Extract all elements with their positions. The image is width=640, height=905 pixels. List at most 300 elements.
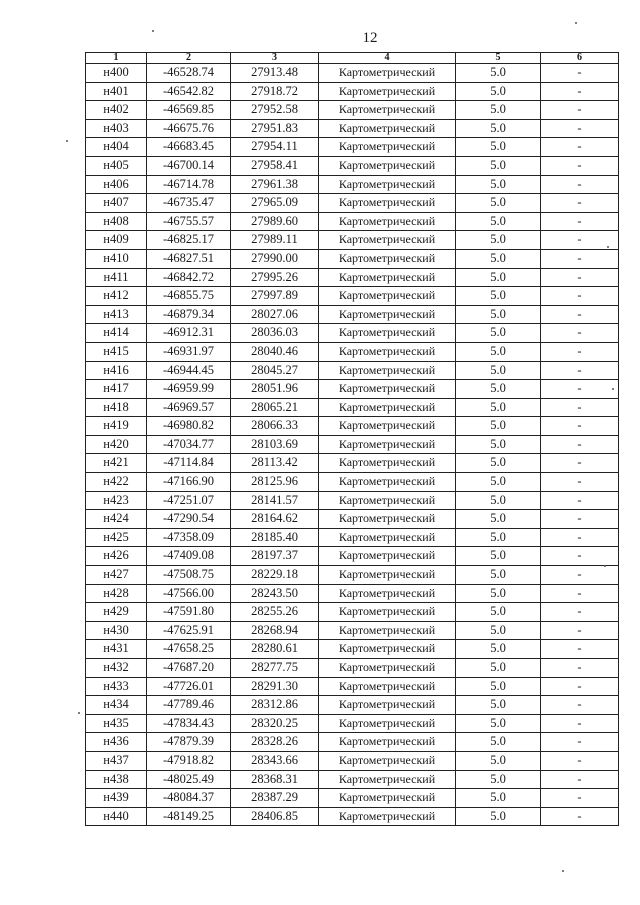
y-coordinate-cell: 28141.57 — [231, 491, 319, 510]
method-cell: Картометрический — [319, 268, 456, 287]
x-coordinate-cell: -46825.17 — [147, 231, 231, 250]
table-row — [86, 603, 619, 622]
table-row — [86, 212, 619, 231]
accuracy-cell: 5.0 — [456, 733, 541, 752]
description-cell: - — [541, 305, 619, 324]
method-cell: Картометрический — [319, 305, 456, 324]
table-row — [86, 64, 619, 83]
point-id-cell: н429 — [86, 603, 147, 622]
description-cell: - — [541, 733, 619, 752]
description-cell: - — [541, 770, 619, 789]
description-cell: - — [541, 510, 619, 529]
y-coordinate-cell: 28113.42 — [231, 454, 319, 473]
description-cell: - — [541, 696, 619, 715]
y-coordinate-cell: 27958.41 — [231, 156, 319, 175]
table-row — [86, 249, 619, 268]
point-id-cell: н415 — [86, 342, 147, 361]
description-cell: - — [541, 119, 619, 138]
scan-speck — [607, 246, 609, 248]
x-coordinate-cell: -46700.14 — [147, 156, 231, 175]
description-cell: - — [541, 398, 619, 417]
accuracy-cell: 5.0 — [456, 528, 541, 547]
point-id-cell: н405 — [86, 156, 147, 175]
method-cell: Картометрический — [319, 175, 456, 194]
method-cell: Картометрический — [319, 398, 456, 417]
y-coordinate-cell: 28243.50 — [231, 584, 319, 603]
accuracy-cell: 5.0 — [456, 770, 541, 789]
point-id-cell: н417 — [86, 380, 147, 399]
accuracy-cell: 5.0 — [456, 175, 541, 194]
x-coordinate-cell: -47918.82 — [147, 751, 231, 770]
y-coordinate-cell: 27989.60 — [231, 212, 319, 231]
x-coordinate-cell: -46959.99 — [147, 380, 231, 399]
x-coordinate-cell: -46912.31 — [147, 324, 231, 343]
point-id-cell: н438 — [86, 770, 147, 789]
method-cell: Картометрический — [319, 473, 456, 492]
column-header-1: 1 — [86, 53, 147, 64]
x-coordinate-cell: -47166.90 — [147, 473, 231, 492]
accuracy-cell: 5.0 — [456, 231, 541, 250]
x-coordinate-cell: -46842.72 — [147, 268, 231, 287]
accuracy-cell: 5.0 — [456, 603, 541, 622]
method-cell: Картометрический — [319, 566, 456, 585]
description-cell: - — [541, 156, 619, 175]
description-cell: - — [541, 584, 619, 603]
page-number: 12 — [362, 30, 378, 46]
y-coordinate-cell: 27918.72 — [231, 82, 319, 101]
table-row — [86, 287, 619, 306]
table-row — [86, 473, 619, 492]
y-coordinate-cell: 28343.66 — [231, 751, 319, 770]
y-coordinate-cell: 28312.86 — [231, 696, 319, 715]
x-coordinate-cell: -48084.37 — [147, 789, 231, 808]
description-cell: - — [541, 547, 619, 566]
method-cell: Картометрический — [319, 454, 456, 473]
point-id-cell: н411 — [86, 268, 147, 287]
method-cell: Картометрический — [319, 677, 456, 696]
method-cell: Картометрический — [319, 751, 456, 770]
accuracy-cell: 5.0 — [456, 361, 541, 380]
point-id-cell: н412 — [86, 287, 147, 306]
point-id-cell: н421 — [86, 454, 147, 473]
table-row — [86, 380, 619, 399]
x-coordinate-cell: -46542.82 — [147, 82, 231, 101]
accuracy-cell: 5.0 — [456, 473, 541, 492]
y-coordinate-cell: 28040.46 — [231, 342, 319, 361]
point-id-cell: н425 — [86, 528, 147, 547]
description-cell: - — [541, 64, 619, 83]
y-coordinate-cell: 28280.61 — [231, 640, 319, 659]
scan-speck — [604, 565, 606, 567]
description-cell: - — [541, 640, 619, 659]
method-cell: Картометрический — [319, 491, 456, 510]
method-cell: Картометрический — [319, 101, 456, 120]
x-coordinate-cell: -47251.07 — [147, 491, 231, 510]
table-row — [86, 342, 619, 361]
description-cell: - — [541, 435, 619, 454]
column-header-4: 4 — [319, 53, 456, 64]
accuracy-cell: 5.0 — [456, 287, 541, 306]
point-id-cell: н433 — [86, 677, 147, 696]
method-cell: Картометрический — [319, 324, 456, 343]
table-row — [86, 528, 619, 547]
y-coordinate-cell: 28164.62 — [231, 510, 319, 529]
point-id-cell: н409 — [86, 231, 147, 250]
method-cell: Картометрический — [319, 212, 456, 231]
description-cell: - — [541, 659, 619, 678]
x-coordinate-cell: -46827.51 — [147, 249, 231, 268]
y-coordinate-cell: 28103.69 — [231, 435, 319, 454]
point-id-cell: н413 — [86, 305, 147, 324]
table-row — [86, 305, 619, 324]
y-coordinate-cell: 27961.38 — [231, 175, 319, 194]
y-coordinate-cell: 28125.96 — [231, 473, 319, 492]
method-cell: Картометрический — [319, 714, 456, 733]
description-cell: - — [541, 194, 619, 213]
y-coordinate-cell: 28066.33 — [231, 417, 319, 436]
description-cell: - — [541, 491, 619, 510]
x-coordinate-cell: -47834.43 — [147, 714, 231, 733]
table-row — [86, 82, 619, 101]
table-row — [86, 435, 619, 454]
x-coordinate-cell: -46980.82 — [147, 417, 231, 436]
description-cell: - — [541, 287, 619, 306]
y-coordinate-cell: 27954.11 — [231, 138, 319, 157]
description-cell: - — [541, 249, 619, 268]
y-coordinate-cell: 28185.40 — [231, 528, 319, 547]
accuracy-cell: 5.0 — [456, 194, 541, 213]
table-row — [86, 677, 619, 696]
point-id-cell: н414 — [86, 324, 147, 343]
point-id-cell: н423 — [86, 491, 147, 510]
table-row — [86, 417, 619, 436]
method-cell: Картометрический — [319, 156, 456, 175]
method-cell: Картометрический — [319, 807, 456, 826]
accuracy-cell: 5.0 — [456, 584, 541, 603]
description-cell: - — [541, 677, 619, 696]
point-id-cell: н430 — [86, 621, 147, 640]
x-coordinate-cell: -46755.57 — [147, 212, 231, 231]
method-cell: Картометрический — [319, 435, 456, 454]
accuracy-cell: 5.0 — [456, 491, 541, 510]
x-coordinate-cell: -46683.45 — [147, 138, 231, 157]
description-cell: - — [541, 101, 619, 120]
point-id-cell: н408 — [86, 212, 147, 231]
column-header-3: 3 — [231, 53, 319, 64]
y-coordinate-cell: 27997.89 — [231, 287, 319, 306]
method-cell: Картометрический — [319, 603, 456, 622]
scan-speck — [575, 22, 577, 24]
accuracy-cell: 5.0 — [456, 751, 541, 770]
table-row — [86, 770, 619, 789]
y-coordinate-cell: 28368.31 — [231, 770, 319, 789]
description-cell: - — [541, 566, 619, 585]
accuracy-cell: 5.0 — [456, 714, 541, 733]
y-coordinate-cell: 27989.11 — [231, 231, 319, 250]
x-coordinate-cell: -47879.39 — [147, 733, 231, 752]
method-cell: Картометрический — [319, 194, 456, 213]
x-coordinate-cell: -47687.20 — [147, 659, 231, 678]
x-coordinate-cell: -47034.77 — [147, 435, 231, 454]
point-id-cell: н428 — [86, 584, 147, 603]
description-cell: - — [541, 454, 619, 473]
header-row — [86, 53, 619, 64]
y-coordinate-cell: 28045.27 — [231, 361, 319, 380]
y-coordinate-cell: 28387.29 — [231, 789, 319, 808]
x-coordinate-cell: -46969.57 — [147, 398, 231, 417]
description-cell: - — [541, 789, 619, 808]
x-coordinate-cell: -48149.25 — [147, 807, 231, 826]
coordinates-table — [85, 52, 619, 826]
x-coordinate-cell: -47114.84 — [147, 454, 231, 473]
description-cell: - — [541, 473, 619, 492]
method-cell: Картометрический — [319, 64, 456, 83]
point-id-cell: н432 — [86, 659, 147, 678]
method-cell: Картометрический — [319, 640, 456, 659]
x-coordinate-cell: -47508.75 — [147, 566, 231, 585]
method-cell: Картометрический — [319, 82, 456, 101]
table-row — [86, 119, 619, 138]
point-id-cell: н431 — [86, 640, 147, 659]
y-coordinate-cell: 28320.25 — [231, 714, 319, 733]
accuracy-cell: 5.0 — [456, 417, 541, 436]
point-id-cell: н426 — [86, 547, 147, 566]
description-cell: - — [541, 807, 619, 826]
accuracy-cell: 5.0 — [456, 101, 541, 120]
y-coordinate-cell: 27995.26 — [231, 268, 319, 287]
description-cell: - — [541, 751, 619, 770]
point-id-cell: н439 — [86, 789, 147, 808]
accuracy-cell: 5.0 — [456, 138, 541, 157]
scan-speck — [152, 30, 154, 32]
table-row — [86, 566, 619, 585]
table-row — [86, 547, 619, 566]
y-coordinate-cell: 28328.26 — [231, 733, 319, 752]
x-coordinate-cell: -46855.75 — [147, 287, 231, 306]
x-coordinate-cell: -46735.47 — [147, 194, 231, 213]
column-header-5: 5 — [456, 53, 541, 64]
table-row — [86, 101, 619, 120]
description-cell: - — [541, 231, 619, 250]
x-coordinate-cell: -48025.49 — [147, 770, 231, 789]
y-coordinate-cell: 27952.58 — [231, 101, 319, 120]
method-cell: Картометрический — [319, 417, 456, 436]
description-cell: - — [541, 138, 619, 157]
point-id-cell: н437 — [86, 751, 147, 770]
y-coordinate-cell: 27990.00 — [231, 249, 319, 268]
method-cell: Картометрический — [319, 584, 456, 603]
description-cell: - — [541, 528, 619, 547]
scan-speck — [612, 388, 614, 390]
x-coordinate-cell: -47726.01 — [147, 677, 231, 696]
point-id-cell: н435 — [86, 714, 147, 733]
method-cell: Картометрический — [319, 621, 456, 640]
method-cell: Картометрический — [319, 138, 456, 157]
accuracy-cell: 5.0 — [456, 566, 541, 585]
column-header-6: 6 — [541, 53, 619, 64]
point-id-cell: н416 — [86, 361, 147, 380]
y-coordinate-cell: 28065.21 — [231, 398, 319, 417]
method-cell: Картометрический — [319, 659, 456, 678]
point-id-cell: н404 — [86, 138, 147, 157]
y-coordinate-cell: 28406.85 — [231, 807, 319, 826]
method-cell: Картометрический — [319, 528, 456, 547]
accuracy-cell: 5.0 — [456, 380, 541, 399]
point-id-cell: н419 — [86, 417, 147, 436]
x-coordinate-cell: -47625.91 — [147, 621, 231, 640]
accuracy-cell: 5.0 — [456, 621, 541, 640]
y-coordinate-cell: 28255.26 — [231, 603, 319, 622]
x-coordinate-cell: -46528.74 — [147, 64, 231, 83]
accuracy-cell: 5.0 — [456, 324, 541, 343]
description-cell: - — [541, 82, 619, 101]
method-cell: Картометрический — [319, 342, 456, 361]
table-header — [86, 53, 619, 64]
point-id-cell: н434 — [86, 696, 147, 715]
accuracy-cell: 5.0 — [456, 156, 541, 175]
y-coordinate-cell: 28268.94 — [231, 621, 319, 640]
point-id-cell: н403 — [86, 119, 147, 138]
table-row — [86, 696, 619, 715]
point-id-cell: н407 — [86, 194, 147, 213]
description-cell: - — [541, 621, 619, 640]
accuracy-cell: 5.0 — [456, 305, 541, 324]
accuracy-cell: 5.0 — [456, 212, 541, 231]
y-coordinate-cell: 27913.48 — [231, 64, 319, 83]
description-cell: - — [541, 268, 619, 287]
method-cell: Картометрический — [319, 249, 456, 268]
x-coordinate-cell: -46944.45 — [147, 361, 231, 380]
point-id-cell: н401 — [86, 82, 147, 101]
table-row — [86, 268, 619, 287]
point-id-cell: н427 — [86, 566, 147, 585]
x-coordinate-cell: -47409.08 — [147, 547, 231, 566]
accuracy-cell: 5.0 — [456, 789, 541, 808]
x-coordinate-cell: -46675.76 — [147, 119, 231, 138]
table-row — [86, 659, 619, 678]
accuracy-cell: 5.0 — [456, 659, 541, 678]
x-coordinate-cell: -47566.00 — [147, 584, 231, 603]
table-row — [86, 733, 619, 752]
accuracy-cell: 5.0 — [456, 677, 541, 696]
description-cell: - — [541, 361, 619, 380]
table-row — [86, 156, 619, 175]
table-row — [86, 454, 619, 473]
table-row — [86, 194, 619, 213]
x-coordinate-cell: -46931.97 — [147, 342, 231, 361]
table-row — [86, 714, 619, 733]
y-coordinate-cell: 28291.30 — [231, 677, 319, 696]
point-id-cell: н410 — [86, 249, 147, 268]
column-header-2: 2 — [147, 53, 231, 64]
table-row — [86, 175, 619, 194]
accuracy-cell: 5.0 — [456, 64, 541, 83]
description-cell: - — [541, 380, 619, 399]
y-coordinate-cell: 28051.96 — [231, 380, 319, 399]
table-row — [86, 324, 619, 343]
description-cell: - — [541, 714, 619, 733]
point-id-cell: н400 — [86, 64, 147, 83]
accuracy-cell: 5.0 — [456, 435, 541, 454]
table-row — [86, 621, 619, 640]
scan-speck — [562, 870, 564, 872]
description-cell: - — [541, 212, 619, 231]
accuracy-cell: 5.0 — [456, 640, 541, 659]
accuracy-cell: 5.0 — [456, 342, 541, 361]
table-row — [86, 491, 619, 510]
point-id-cell: н440 — [86, 807, 147, 826]
x-coordinate-cell: -47358.09 — [147, 528, 231, 547]
y-coordinate-cell: 28229.18 — [231, 566, 319, 585]
point-id-cell: н406 — [86, 175, 147, 194]
accuracy-cell: 5.0 — [456, 454, 541, 473]
description-cell: - — [541, 603, 619, 622]
accuracy-cell: 5.0 — [456, 268, 541, 287]
accuracy-cell: 5.0 — [456, 696, 541, 715]
x-coordinate-cell: -47290.54 — [147, 510, 231, 529]
method-cell: Картометрический — [319, 733, 456, 752]
accuracy-cell: 5.0 — [456, 119, 541, 138]
table-row — [86, 138, 619, 157]
method-cell: Картометрический — [319, 770, 456, 789]
description-cell: - — [541, 342, 619, 361]
accuracy-cell: 5.0 — [456, 510, 541, 529]
x-coordinate-cell: -47591.80 — [147, 603, 231, 622]
table-row — [86, 361, 619, 380]
x-coordinate-cell: -47658.25 — [147, 640, 231, 659]
x-coordinate-cell: -46569.85 — [147, 101, 231, 120]
description-cell: - — [541, 324, 619, 343]
table-body — [86, 64, 619, 826]
table-row — [86, 751, 619, 770]
accuracy-cell: 5.0 — [456, 807, 541, 826]
point-id-cell: н402 — [86, 101, 147, 120]
point-id-cell: н418 — [86, 398, 147, 417]
accuracy-cell: 5.0 — [456, 82, 541, 101]
accuracy-cell: 5.0 — [456, 398, 541, 417]
table-row — [86, 789, 619, 808]
y-coordinate-cell: 28197.37 — [231, 547, 319, 566]
point-id-cell: н422 — [86, 473, 147, 492]
table-row — [86, 584, 619, 603]
method-cell: Картометрический — [319, 380, 456, 399]
y-coordinate-cell: 27965.09 — [231, 194, 319, 213]
method-cell: Картометрический — [319, 231, 456, 250]
table-row — [86, 231, 619, 250]
table-row — [86, 807, 619, 826]
y-coordinate-cell: 28036.03 — [231, 324, 319, 343]
method-cell: Картометрический — [319, 119, 456, 138]
method-cell: Картометрический — [319, 287, 456, 306]
description-cell: - — [541, 417, 619, 436]
x-coordinate-cell: -46879.34 — [147, 305, 231, 324]
x-coordinate-cell: -46714.78 — [147, 175, 231, 194]
scan-speck — [78, 712, 80, 714]
point-id-cell: н424 — [86, 510, 147, 529]
description-cell: - — [541, 175, 619, 194]
accuracy-cell: 5.0 — [456, 249, 541, 268]
method-cell: Картометрический — [319, 361, 456, 380]
x-coordinate-cell: -47789.46 — [147, 696, 231, 715]
method-cell: Картометрический — [319, 696, 456, 715]
table-row — [86, 398, 619, 417]
method-cell: Картометрический — [319, 547, 456, 566]
point-id-cell: н436 — [86, 733, 147, 752]
scan-speck — [66, 140, 68, 142]
y-coordinate-cell: 28027.06 — [231, 305, 319, 324]
table-row — [86, 510, 619, 529]
y-coordinate-cell: 28277.75 — [231, 659, 319, 678]
